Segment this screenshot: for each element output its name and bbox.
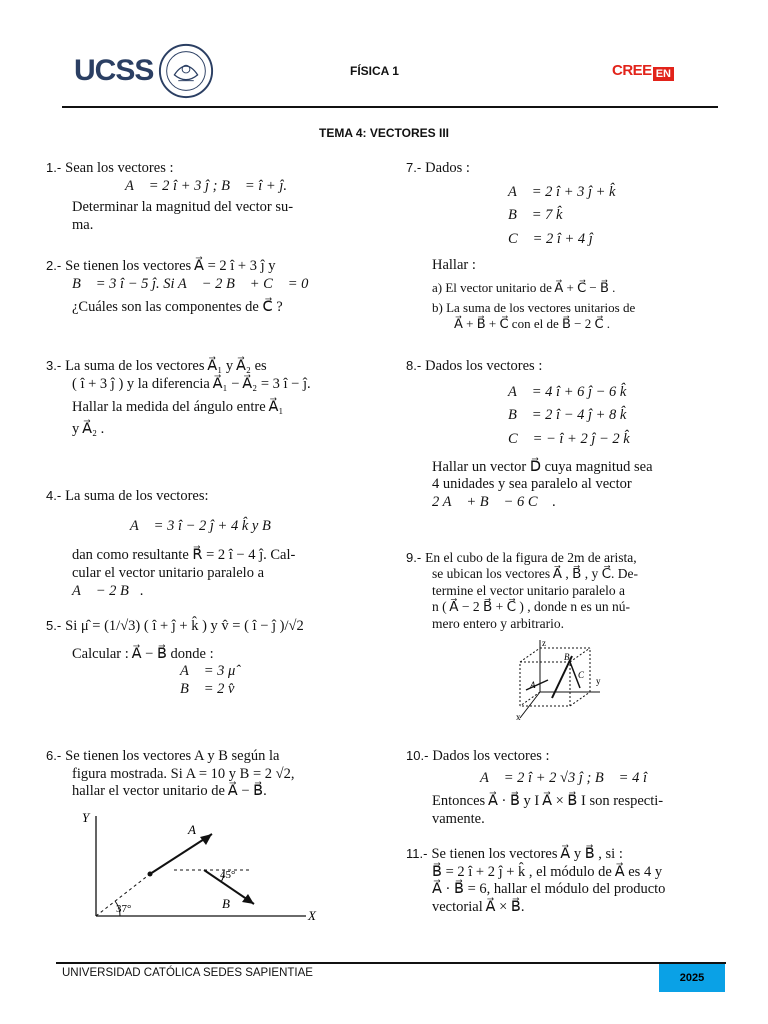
fig-label-y: Y: [82, 810, 90, 825]
problem-equation: A⃗ = 4 î + 6 ĵ − 6 k̂: [508, 383, 627, 400]
problem-text: mero entero y arbitrario.: [432, 615, 564, 631]
page-title: TEMA 4: VECTORES III: [318, 126, 450, 140]
cube-edge: [570, 648, 590, 662]
problem-number: 7.-: [406, 160, 422, 175]
problem-number: 5.-: [46, 618, 62, 633]
cree-logo-text: CREE: [612, 62, 652, 79]
problem-text: A⃗ + B⃗ + C⃗ con el de B⃗ − 2 C⃗ .: [454, 316, 611, 332]
problem-text: B⃗ = 2 î + 2 ĵ + k̂ , el módulo de A⃗ es 4 y: [432, 863, 663, 880]
problem-text: cular el vector unitario paralelo a: [72, 565, 265, 582]
cree-logo: [612, 62, 674, 81]
fig-label-a: A⃗: [188, 822, 207, 837]
problem-equation: B⃗ = 2 î − 4 ĵ + 8 k̂: [508, 407, 627, 424]
problem-text: Entonces A⃗ · B⃗ y I A⃗ × B⃗ I son respecti-: [432, 793, 664, 810]
problem-text: vectorial A⃗ × B⃗.: [432, 899, 525, 916]
problem-10: [406, 748, 726, 829]
problem-equation: C⃗ = − î + 2 ĵ − 2 k̂: [508, 431, 630, 448]
problem-number: 10.-: [406, 748, 429, 763]
cube-edge: [520, 648, 540, 662]
problem-2: [46, 258, 366, 317]
problem-text: se ubican los vectores A⃗ , B⃗ , y C⃗. De-: [432, 566, 639, 582]
university-seal-icon: [157, 42, 215, 100]
ucss-logo: [74, 42, 215, 100]
fig-label-x: x: [516, 712, 521, 722]
problem-text: A⃗ − 2 B⃗.: [72, 582, 144, 599]
problem-1: [46, 160, 366, 235]
cree-logo-badge: EN: [653, 67, 674, 81]
header-divider: [62, 106, 718, 108]
problem-text: Se tienen los vectores A⃗ y B⃗ , si :: [431, 846, 623, 862]
problem-text: Dados :: [425, 160, 470, 176]
fig-label-c: C: [578, 670, 585, 680]
problem-text: n ( A⃗ − 2 B⃗ + C⃗ ) , donde n es un nú-: [432, 599, 631, 615]
problem-equation: A⃗ = 2 î + 3 ĵ + k̂: [508, 183, 616, 200]
problem-6: [46, 748, 376, 801]
problem-11: [406, 846, 726, 917]
problem-equation: A⃗ = 2 î + 2 √3 ĵ ; B⃗ = 4 î: [480, 769, 647, 786]
problem-text: Dados los vectores :: [432, 748, 550, 764]
problem-text: ( î + 3 ĵ ) y la diferencia A⃗₁ − A⃗₂ = 3 î − ĵ.: [72, 375, 311, 392]
fig-label-b: B⃗: [222, 896, 241, 911]
fig-label-x: X: [308, 908, 316, 923]
problem-text: vamente.: [432, 811, 485, 828]
problem-text: 2 A⃗ + B⃗ − 6 C⃗ .: [432, 494, 557, 511]
problem-number: 8.-: [406, 358, 422, 373]
cube-edge: [570, 692, 590, 706]
vector-figure-6: [76, 808, 326, 928]
fig-label-a: A: [530, 680, 536, 690]
problem-text: A⃗ · B⃗ = 6, hallar el módulo del producto: [432, 881, 666, 898]
problem-text: Se tienen los vectores A y B según la: [65, 748, 280, 764]
problem-8: [406, 358, 726, 512]
fig-label-45: 45°: [220, 869, 236, 881]
fig-label-z: z: [542, 638, 546, 648]
problem-text: figura mostrada. Si A = 10 y B = 2 √2,: [72, 765, 295, 782]
problem-text: termine el vector unitario paralelo a: [432, 582, 626, 598]
cube-front-face: [520, 662, 570, 706]
problem-text: En el cubo de la figura de 2m de arista,: [425, 550, 637, 565]
problem-text: b) La suma de los vectores unitarios de: [432, 300, 636, 316]
problem-equation: B⃗ = 2 v̂: [180, 681, 235, 698]
cube-figure-9: [512, 638, 612, 722]
fig-label-b: B: [564, 652, 570, 662]
course-name: FÍSICA 1: [350, 64, 399, 78]
problem-5: [46, 618, 376, 699]
problem-number: 4.-: [46, 488, 62, 503]
point-marker: [148, 872, 153, 877]
problem-text: Sean los vectores :: [65, 160, 174, 176]
problem-text: Hallar la medida del ángulo entre A⃗₁: [72, 399, 284, 416]
problem-3: [46, 358, 366, 439]
footer-divider: [56, 962, 726, 964]
problem-number: 11.-: [406, 846, 428, 861]
problem-text: Se tienen los vectores A⃗ = 2 î + 3 ĵ y: [65, 258, 276, 274]
problem-text: a) El vector unitario de A⃗ + C⃗ − B⃗ .: [432, 280, 616, 296]
problem-equation: A⃗ = 2 î + 3 ĵ ; B⃗ = î + ĵ.: [125, 177, 287, 194]
problem-text: 4 unidades y sea paralelo al vector: [432, 476, 632, 493]
problem-text: ma.: [72, 217, 94, 234]
problem-text: dan como resultante R⃗ = 2 î − 4 ĵ. Cal-: [72, 547, 296, 564]
problem-text: Hallar :: [432, 256, 476, 273]
problem-number: 1.-: [46, 160, 62, 175]
problem-text: ¿Cuáles son las componentes de C⃗ ?: [72, 299, 283, 316]
problem-9: [406, 550, 726, 632]
footer-university: UNIVERSIDAD CATÓLICA SEDES SAPIENTIAE: [62, 967, 313, 979]
problem-equation: A⃗ = 3 μ̂: [180, 663, 236, 680]
problem-text: hallar el vector unitario de A⃗ − B⃗.: [72, 783, 267, 800]
problem-text: Dados los vectores :: [425, 358, 543, 374]
vector-b-arrowhead: [242, 894, 254, 904]
problem-text: Calcular : A⃗ − B⃗ donde :: [72, 645, 214, 662]
problem-text: Hallar un vector D⃗ cuya magnitud sea: [432, 458, 653, 475]
problem-4: [46, 488, 366, 600]
problem-equation: Si μ̂ = (1/√3) ( î + ĵ + k̂ ) y v̂ = ( î − ĵ )/√2: [65, 618, 304, 634]
problem-text: y A⃗₂ .: [72, 421, 105, 438]
logo-text: UCSS: [74, 54, 154, 87]
problem-number: 3.-: [46, 358, 62, 373]
problem-number: 2.-: [46, 258, 62, 273]
problem-equation: A⃗ = 3 î − 2 ĵ + 4 k̂ y B⃗: [129, 517, 283, 534]
problem-text: La suma de los vectores A⃗₁ y A⃗₂ es: [65, 358, 267, 374]
footer-year-badge: 2025: [659, 964, 725, 992]
fig-label-y: y: [596, 676, 601, 686]
fig-label-37: 37°: [116, 903, 132, 915]
problem-text: Determinar la magnitud del vector su-: [72, 199, 294, 216]
problem-7: [406, 160, 726, 332]
problem-equation: B⃗ = 3 î − 5 ĵ. Si A⃗ − 2 B⃗ + C⃗ = 0⃗: [72, 275, 320, 292]
problem-number: 9.-: [406, 550, 422, 565]
problem-equation: B⃗ = 7 k̂: [508, 207, 563, 224]
problem-text: La suma de los vectores:: [65, 488, 209, 504]
problem-number: 6.-: [46, 748, 62, 763]
problem-equation: C⃗ = 2 î + 4 ĵ: [508, 231, 593, 248]
x-axis: [520, 692, 540, 718]
cube-edge: [520, 692, 540, 706]
